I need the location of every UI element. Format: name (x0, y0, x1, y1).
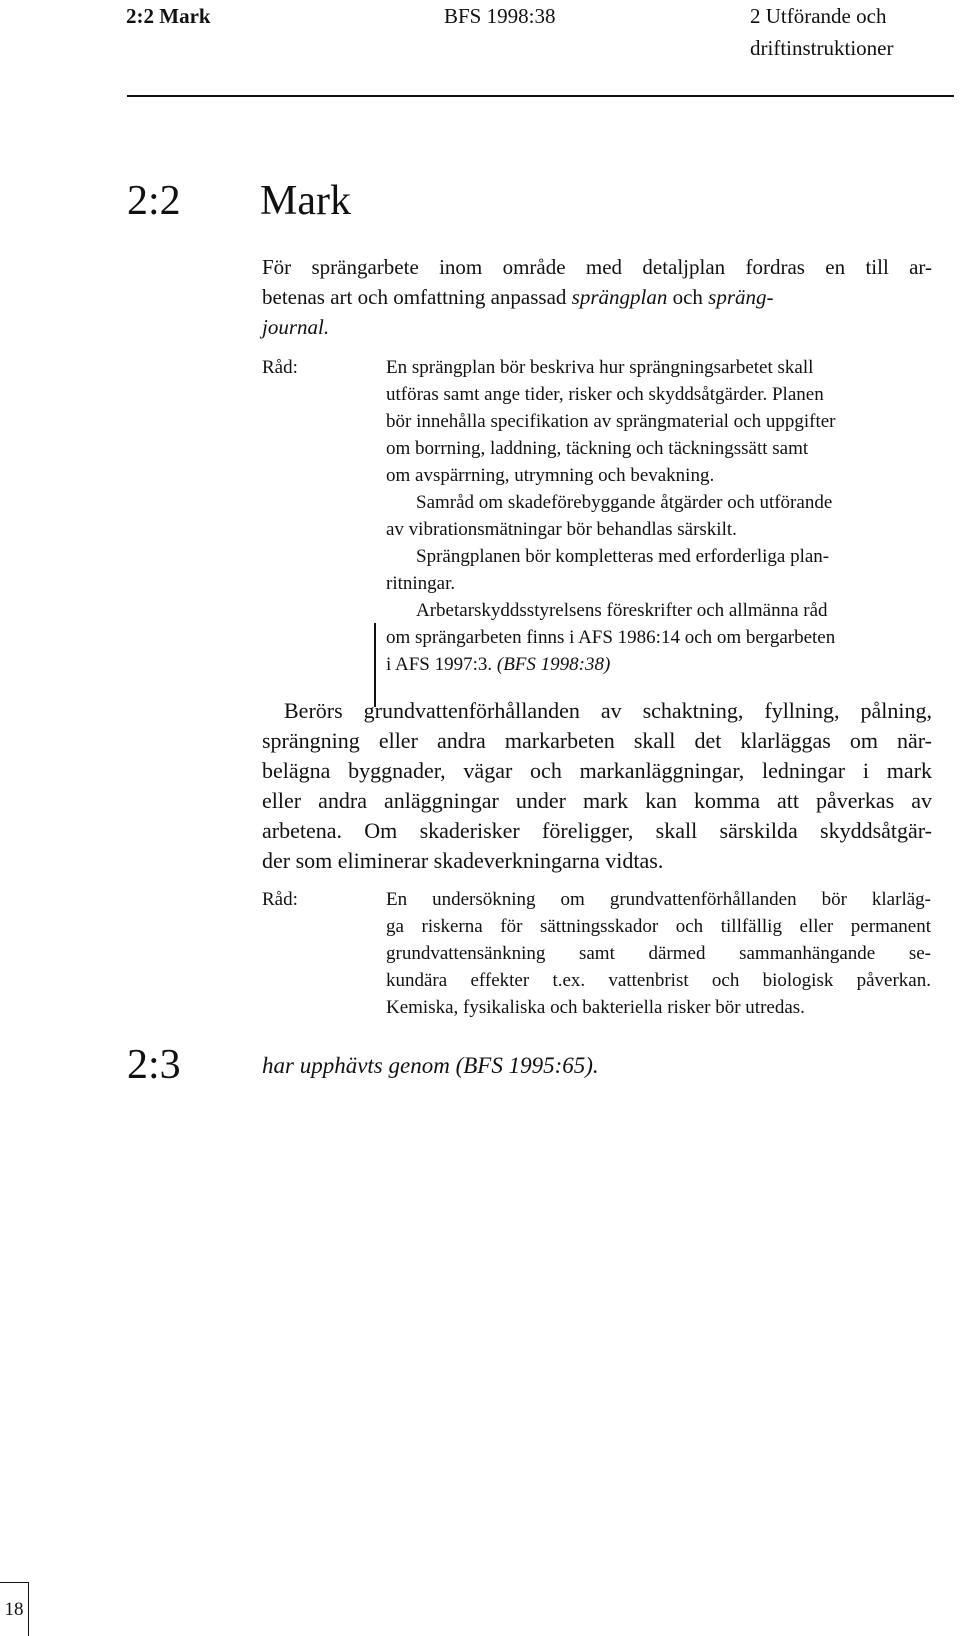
advice-line: av vibrationsmätningar bör behandlas särskilt. (386, 519, 737, 540)
emphasis-term: spräng- (708, 285, 774, 309)
advice-line: bör innehålla specifikation av sprängmaterial och uppgifter (386, 411, 836, 432)
paragraph-groundwater (262, 696, 932, 876)
paragraph-line: belägna byggnader, vägar och markanläggningar, ledningar i mark (262, 758, 932, 783)
advice-block (386, 354, 931, 678)
advice-line: utföras samt ange tider, risker och skyddsåtgärder. Planen (386, 384, 824, 405)
emphasis-term: journal. (262, 315, 330, 339)
paragraph-line: eller andra anläggningar under mark kan komma att påverkas av (262, 788, 932, 813)
advice-line: kundära effekter t.ex. vattenbrist och biologisk påverkan. (386, 970, 931, 991)
running-header-chapter (750, 0, 955, 64)
emphasis-term: sprängplan (571, 285, 668, 309)
paragraph-line: der som eliminerar skadeverkningarna vidtas. (262, 848, 664, 873)
advice-block (386, 886, 931, 1021)
paragraph-line (262, 282, 932, 312)
paragraph-line: För sprängarbete inom område med detaljplan fordras en till ar- (262, 255, 932, 279)
advice-line: En undersökning om grundvattenförhållanden bör klarläg- (386, 889, 931, 910)
advice-line: En sprängplan bör beskriva hur sprängningsarbetet skall (386, 357, 814, 378)
advice-line: ritningar. (386, 573, 456, 594)
running-header-section: 2:2 Mark (126, 4, 211, 28)
advice-line: ga riskerna för sättningsskador och tillfällig eller permanent (386, 916, 931, 937)
advice-line: Sprängplanen bör kompletteras med erforderliga plan- (416, 546, 830, 567)
amendment-reference: (BFS 1998:38) (496, 654, 611, 675)
paragraph-blasting-plan (262, 252, 932, 342)
advice-line: Arbetarskyddsstyrelsens föreskrifter och allmänna råd (416, 600, 828, 621)
repealed-notice: har upphävts genom (BFS 1995:65). (262, 1053, 599, 1078)
paragraph-line: arbetena. Om skaderisker föreligger, skall särskilda skyddsåtgär- (262, 818, 932, 843)
advice-line: Kemiska, fysikaliska och bakteriella risker bör utredas. (386, 997, 805, 1018)
running-header-chapter-line2: driftinstruktioner (750, 36, 894, 60)
paragraph-line: Berörs grundvattenförhållanden av schaktning, fyllning, pålning, (284, 698, 932, 723)
text-span: i AFS 1997:3. (386, 654, 497, 675)
section-title: Mark (260, 178, 351, 224)
text-span: betenas art och omfattning anpassad (262, 285, 572, 309)
section-number: 2:2 (127, 178, 181, 224)
advice-line: om sprängarbeten finns i AFS 1986:14 och om bergarbeten (386, 627, 836, 648)
advice-line: Samråd om skadeförebyggande åtgärder och utförande (416, 492, 833, 513)
advice-label: Råd: (262, 357, 298, 378)
header-rule (127, 95, 954, 97)
page-number: 18 (0, 1582, 29, 1636)
running-header-code: BFS 1998:38 (444, 4, 556, 28)
advice-line: om borrning, laddning, täckning och täckningssätt samt (386, 438, 809, 459)
advice-line: om avspärrning, utrymning och bevakning. (386, 465, 715, 486)
running-header-chapter-line1: 2 Utförande och (750, 4, 887, 28)
advice-line: grundvattensänkning samt därmed sammanhängande se- (386, 943, 931, 964)
advice-line (386, 651, 931, 678)
advice-label: Råd: (262, 889, 298, 910)
change-bar (374, 623, 376, 707)
text-span: och (667, 285, 709, 309)
paragraph-line: sprängning eller andra markarbeten skall det klarläggas om när- (262, 728, 932, 753)
section-number: 2:3 (127, 1042, 181, 1088)
